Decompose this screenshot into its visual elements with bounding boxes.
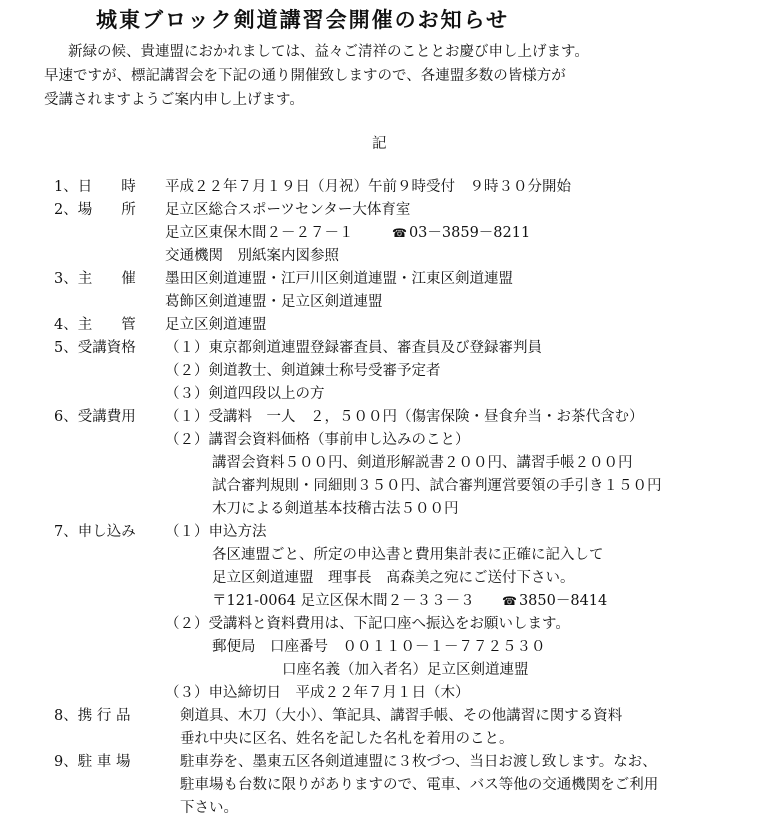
qualification-line-1: （１）東京都剣道連盟登録審査員、審査員及び登録審判員 — [165, 340, 542, 356]
host-line-1: 墨田区剣道連盟・江戸川区剣道連盟・江東区剣道連盟 — [165, 271, 513, 287]
greeting-line-1: 新緑の候、貴連盟におかれましては、益々ご清祥のこととお慶び申し上げます。 — [68, 44, 589, 60]
place-phone — [392, 223, 530, 243]
item-label-place: 2、場 所 — [54, 202, 136, 218]
apply-line-2: （２）受講料と資料費用は、下記口座へ振込をお願いします。 — [165, 616, 570, 632]
item-label-manage: 4、主 管 — [54, 317, 136, 333]
fee-sub-line-1: 講習会資料５００円、剣道形解説書２００円、講習手帳２００円 — [212, 455, 633, 471]
bring-line-1: 剣道具、木刀（大小）、筆記具、講習手帳、その他講習に関する資料 — [180, 708, 623, 724]
apply-line-1: （１）申込方法 — [165, 524, 267, 540]
apply-sub-line-4: 郵便局 口座番号 ００１１０－１－７７２５３０ — [212, 639, 546, 655]
item-label-date: 1、日 時 — [54, 179, 136, 195]
host-line-2: 葛飾区剣道連盟・足立区剣道連盟 — [165, 294, 383, 310]
item-label-apply: 7、申し込み — [54, 524, 136, 540]
ki-heading: 記 — [372, 136, 387, 152]
item-date-text: 平成２２年７月１９日（月祝）午前９時受付 ９時３０分開始 — [165, 179, 571, 195]
item-label-fee: 6、受講費用 — [54, 409, 136, 425]
apply-sub-line-1: 各区連盟ごと、所定の申込書と費用集計表に正確に記入して — [212, 547, 604, 563]
fee-line-1: （１）受講料 一人 ２，５００円（傷害保険・昼食弁当・お茶代含む） — [165, 409, 644, 425]
apply-sub-line-5: 口座名義（加入者名）足立区剣道連盟 — [282, 662, 529, 678]
item-label-bring: 8、携 行 品 — [54, 708, 131, 724]
apply-sub-line-2: 足立区剣道連盟 理事長 髙森美之宛にご送付下さい。 — [212, 570, 575, 586]
parking-line-3: 下さい。 — [180, 800, 238, 816]
qualification-line-2: （２）剣道教士、剣道錬士称号受審予定者 — [165, 363, 441, 379]
phone-icon: ☎ — [502, 594, 517, 608]
bring-line-2: 垂れ中央に区名、姓名を記した名札を着用のこと。 — [180, 731, 514, 747]
apply-line-3: （３）申込締切日 平成２２年７月１日（木） — [165, 685, 470, 701]
parking-line-1: 駐車券を、墨東五区各剣道連盟に３枚づつ、当日お渡し致します。なお、 — [180, 754, 657, 770]
place-line-3: 交通機関 別紙案内図参照 — [165, 248, 339, 264]
place-phone-number: 03－3859－8211 — [408, 225, 531, 241]
item-label-host: 3、主 催 — [54, 271, 136, 287]
greeting-line-3: 受講されますようご案内申し上げます。 — [44, 92, 304, 108]
place-line-1: 足立区総合スポーツセンター大体育室 — [165, 202, 411, 218]
item-label-qualification: 5、受講資格 — [54, 340, 136, 356]
apply-sub-line-3: 〒121-0064 足立区保木間２－３３－３ — [212, 593, 475, 609]
greeting-line-2: 早速ですが、標記講習会を下記の通り開催致しますので、各連盟多数の皆様方が — [44, 68, 566, 84]
phone-icon: ☎ — [392, 226, 407, 240]
parking-line-2: 駐車場も台数に限りがありますので、電車、バス等他の交通機関をご利用 — [180, 777, 659, 793]
fee-sub-line-2: 試合審判規則・同細則３５０円、試合審判運営要領の手引き１５０円 — [212, 478, 662, 494]
apply-phone — [502, 591, 607, 611]
qualification-line-3: （３）剣道四段以上の方 — [165, 386, 325, 402]
item-manage-text: 足立区剣道連盟 — [165, 317, 267, 333]
place-line-2: 足立区東保木間２－２７－１ — [165, 225, 354, 241]
apply-phone-number: 3850－8414 — [518, 593, 608, 609]
document-title: 城東ブロック剣道講習会開催のお知らせ — [96, 7, 509, 32]
item-label-parking: 9、駐 車 場 — [54, 754, 131, 770]
fee-line-2: （２）講習会資料価格（事前申し込みのこと） — [165, 432, 470, 448]
fee-sub-line-3: 木刀による剣道基本技稽古法５００円 — [212, 501, 459, 517]
